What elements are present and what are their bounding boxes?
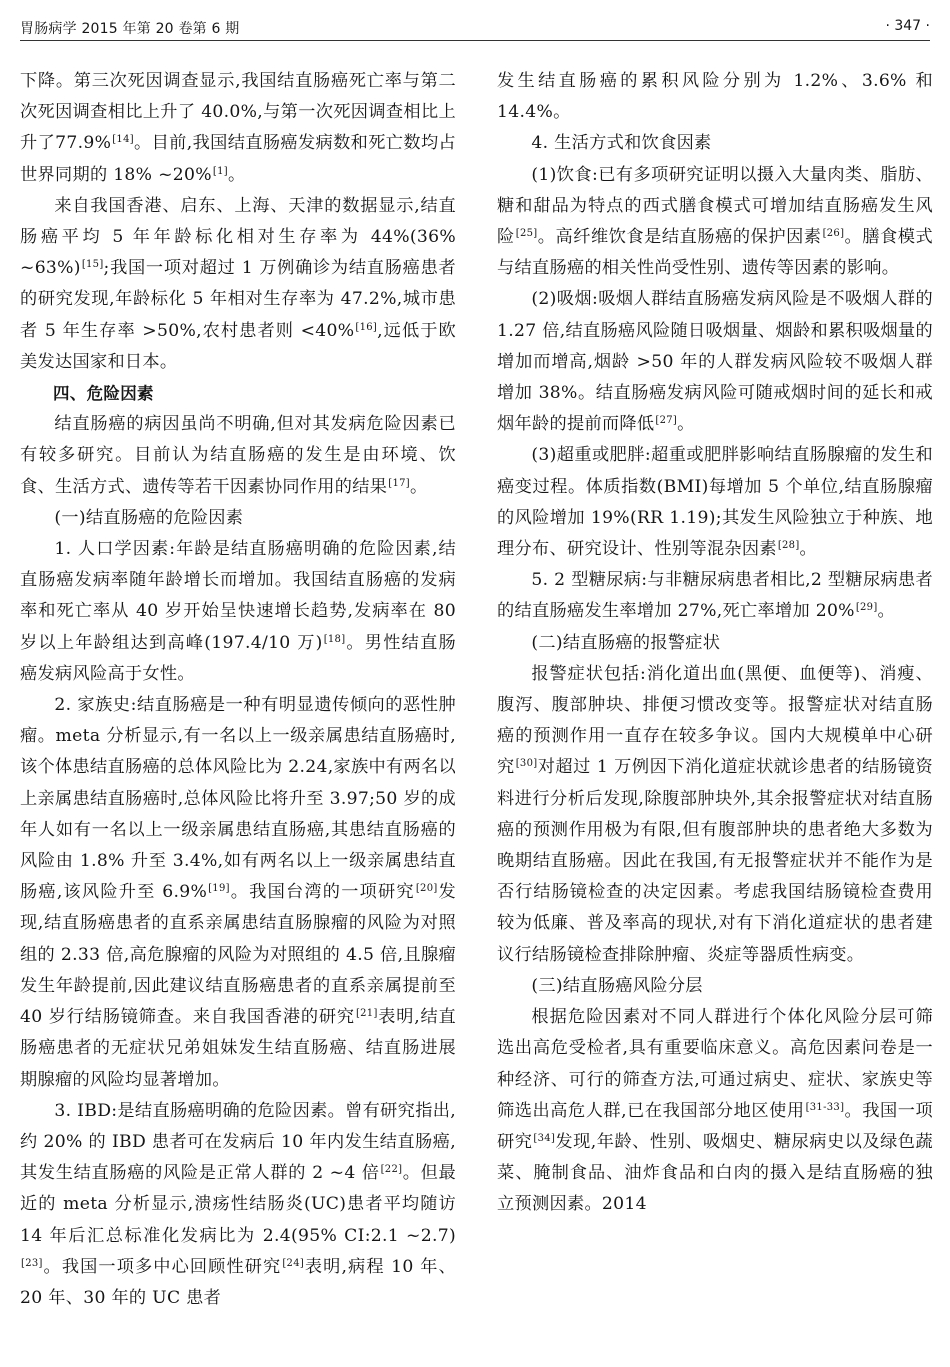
text-run: 四、危险因素 bbox=[53, 384, 154, 404]
citation-ref: [34] bbox=[533, 1132, 556, 1144]
text-run: (一)结直肠癌的危险因素 bbox=[54, 507, 244, 528]
text-run: 根据危险因素对不同人群进行个体化风险分层可筛选出高危受检者,具有重要临床意义。高危因素问卷是一种经济、可行的筛查方法,可通过病史、症状、家族史等筛选出高危人群,已在我国部分地区使用 bbox=[497, 1007, 933, 1121]
text-run: 表明,结直肠癌患者的无症状兄弟姐妹发生结直肠癌、结直肠进展期腺瘤的风险均显著增加。 bbox=[20, 1007, 456, 1090]
text-run: 发现,结直肠癌患者的直系亲属患结直肠腺瘤的风险为对照组的 2.33 倍,高危腺瘤的风险为对照组的 4.5 倍,且腺瘤发生年龄提前,因此建议结直肠癌患者的直系亲属提前至 40 岁行结肠镜筛查。来自我国香港的研究 bbox=[20, 882, 456, 1028]
text-run: 。 bbox=[799, 539, 818, 560]
para-alarm-symptoms bbox=[497, 659, 933, 971]
text-run: 对超过 1 万例因下消化道症状就诊患者的结肠镜资料进行分析后发现,除腹部肿块外,其余报警症状对结直肠癌的预测作用极为有限,但有腹部肿块的患者绝大多数为晚期结直肠癌。因此在我国,有无报警症状并不能作为是否行结肠镜检查的决定因素。考虑我国结肠镜检查费用较为低廉、普及率高的现状,对有下消化道症状的患者建议行结肠镜检查排除肿瘤、炎症等器质性病变。 bbox=[497, 757, 933, 965]
subheading-risk-stratification bbox=[497, 971, 933, 1002]
citation-ref: [31-33] bbox=[805, 1101, 845, 1113]
citation-ref: [21] bbox=[355, 1008, 378, 1020]
text-run: 。目前,我国结直肠癌发病数和死亡数均占世界同期的 18% ~20% bbox=[20, 133, 456, 185]
text-run: 5. 2 型糖尿病:与非糖尿病患者相比,2 型糖尿病患者的结直肠癌发生率增加 27%,死亡率增加 20% bbox=[497, 570, 933, 622]
citation-ref: [30] bbox=[515, 758, 538, 770]
text-run: ,远低于欧美发达国家和日本。 bbox=[20, 320, 456, 372]
citation-ref: [24] bbox=[282, 1257, 305, 1269]
para-obesity bbox=[497, 440, 933, 565]
citation-ref: [23] bbox=[21, 1257, 43, 1269]
citation-ref: [22] bbox=[380, 1164, 403, 1176]
heading-risk-factors bbox=[20, 378, 456, 409]
para-uc-risk-end bbox=[497, 66, 933, 128]
text-run: (3)超重或肥胖:超重或肥胖影响结直肠腺瘤的发生和癌变过程。体质指数(BMI)每增加 5 个单位,结直肠腺瘤的风险增加 19%(RR 1.19);其发生风险独立于种族、地理分布、研究设计、性别等混杂因素 bbox=[497, 445, 933, 560]
text-run: 。我国一项研究 bbox=[497, 1100, 933, 1152]
para-ibd bbox=[20, 1096, 456, 1314]
text-run: 发现,年龄、性别、吸烟史、糖尿病史以及绿色蔬菜、腌制食品、油炸食品和白肉的摄入是结直肠癌的独立预测因素。2014 bbox=[497, 1131, 933, 1215]
citation-ref: [25] bbox=[515, 228, 538, 240]
text-run: 下降。第三次死因调查显示,我国结直肠癌死亡率与第二次死因调查相比上升了 40.0%,与第一次死因调查相比上升了77.9% bbox=[20, 71, 456, 154]
text-run: 。 bbox=[409, 476, 428, 497]
text-run: 4. 生活方式和饮食因素 bbox=[531, 133, 712, 154]
para-smoking bbox=[497, 284, 933, 440]
text-run: 。 bbox=[227, 164, 246, 185]
text-run: (三)结直肠癌风险分层 bbox=[531, 975, 703, 996]
citation-ref: [15] bbox=[81, 259, 104, 271]
citation-ref: [19] bbox=[208, 883, 230, 895]
text-run: 。我国台湾的一项研究 bbox=[229, 882, 415, 903]
text-run: 。 bbox=[677, 414, 695, 435]
citation-ref: [14] bbox=[112, 134, 134, 146]
text-run: 表明,病程 10 年、20 年、30 年的 UC 患者 bbox=[20, 1256, 457, 1308]
citation-ref: [18] bbox=[323, 633, 346, 645]
text-run: (1)饮食:已有多项研究证明以摄入大量肉类、脂肪、糖和甜品为特点的西式膳食模式可增加结直肠癌发生风险 bbox=[497, 164, 933, 248]
text-run: ;我国一项对超过 1 万例确诊为结直肠癌患者的研究发现,年龄标化 5 年相对生存率为 47.2%,城市患者 5 年生存率 >50%,农村患者则 <40% bbox=[20, 258, 456, 341]
para-family-history bbox=[20, 690, 456, 1096]
para-risk-stratification bbox=[497, 1002, 933, 1220]
text-run: 1. 人口学因素:年龄是结直肠癌明确的危险因素,结直肠癌发病率随年龄增长而增加。我国结直肠癌的发病率和死亡率从 40 岁开始呈快速增长趋势,发病率在 80 岁以上年龄组达到高峰(197.4/10 万) bbox=[20, 539, 456, 653]
text-run: 报警症状包括:消化道出血(黑便、血便等)、消瘦、腹泻、腹部肿块、排便习惯改变等。报警症状对结直肠癌的预测作用一直存在较多争议。国内大规模单中心研究 bbox=[497, 663, 933, 778]
running-header bbox=[20, 12, 930, 41]
para-survival bbox=[20, 191, 456, 378]
para-etiology bbox=[20, 409, 456, 503]
citation-ref: [16] bbox=[355, 321, 378, 333]
text-run: 。男性结直肠癌发病风险高于女性。 bbox=[20, 632, 456, 684]
text-run: 2. 家族史:结直肠癌是一种有明显遗传倾向的恶性肿瘤。meta 分析显示,有一名以上一级亲属患结直肠癌时,该个体患结直肠癌的总体风险比为 2.24,家族中有两名以上亲属患结直肠癌时,总体风险比将升至 3.97;50 岁的成年人如有一名以上一级亲属患结直肠癌,其患结直肠癌的风险由 1.8% 升至 3.4%,如有两名以上一级亲属患结直肠癌,该风险升至 6.9% bbox=[20, 695, 456, 903]
text-run: 。但最近的 meta 分析显示,溃疡性结肠炎(UC)患者平均随访 14 年后汇总标准化发病比为 2.4(95% CI:2.1 ~2.7) bbox=[20, 1163, 456, 1246]
citation-ref: [17] bbox=[388, 477, 410, 489]
text-run: 。我国一项多中心回顾性研究 bbox=[42, 1256, 282, 1277]
text-run: 来自我国香港、启东、上海、天津的数据显示,结直肠癌平均 5 年年龄标化相对生存率为 44%(36% ~63%) bbox=[20, 195, 456, 279]
para-demographics bbox=[20, 534, 456, 690]
subheading-alarm-symptoms bbox=[497, 628, 933, 659]
journal-title: 胃肠病学 2015 年第 20 卷第 6 期 bbox=[20, 21, 240, 37]
text-run: 3. IBD:是结直肠癌明确的危险因素。曾有研究指出,约 20% 的 IBD 患者可在发病后 10 年内发生结直肠癌,其发生结直肠癌的风险是正常人群的 2 ~4 倍 bbox=[20, 1100, 456, 1184]
citation-ref: [29] bbox=[855, 602, 878, 614]
citation-ref: [20] bbox=[415, 883, 438, 895]
para-intro-end bbox=[20, 66, 456, 191]
text-run: 。 bbox=[877, 601, 896, 622]
page-number: · 347 · bbox=[885, 18, 930, 34]
citation-ref: [28] bbox=[777, 540, 800, 552]
text-run: 发生结直肠癌的累积风险分别为 1.2%、3.6% 和 14.4%。 bbox=[497, 71, 933, 123]
text-run: 。膳食模式与结直肠癌的相关性尚受性别、遗传等因素的影响。 bbox=[497, 227, 933, 279]
para-diet bbox=[497, 160, 933, 285]
citation-ref: [26] bbox=[822, 228, 845, 240]
text-run: 结直肠癌的病因虽尚不明确,但对其发病危险因素已有较多研究。目前认为结直肠癌的发生是由环境、饮食、生活方式、遗传等若干因素协同作用的结果 bbox=[20, 414, 456, 497]
text-run: (2)吸烟:吸烟人群结直肠癌发病风险是不吸烟人群的 1.27 倍,结直肠癌风险随日吸烟量、烟龄和累积吸烟量的增加而增高,烟龄 >50 年的人群发病风险较不吸烟人群增加 38%。结直肠癌发病风险可随戒烟时间的延长和戒烟年龄的提前而降低 bbox=[497, 289, 933, 435]
para-diabetes bbox=[497, 565, 933, 627]
text-run: (二)结直肠癌的报警症状 bbox=[531, 632, 721, 653]
subheading-lifestyle bbox=[497, 128, 933, 159]
citation-ref: [27] bbox=[655, 415, 678, 427]
citation-ref: [1] bbox=[212, 165, 228, 177]
subheading-risk-factors bbox=[20, 503, 456, 534]
left-column bbox=[20, 66, 456, 1314]
right-column bbox=[497, 66, 933, 1221]
text-run: 。高纤维饮食是结直肠癌的保护因素 bbox=[537, 227, 822, 248]
